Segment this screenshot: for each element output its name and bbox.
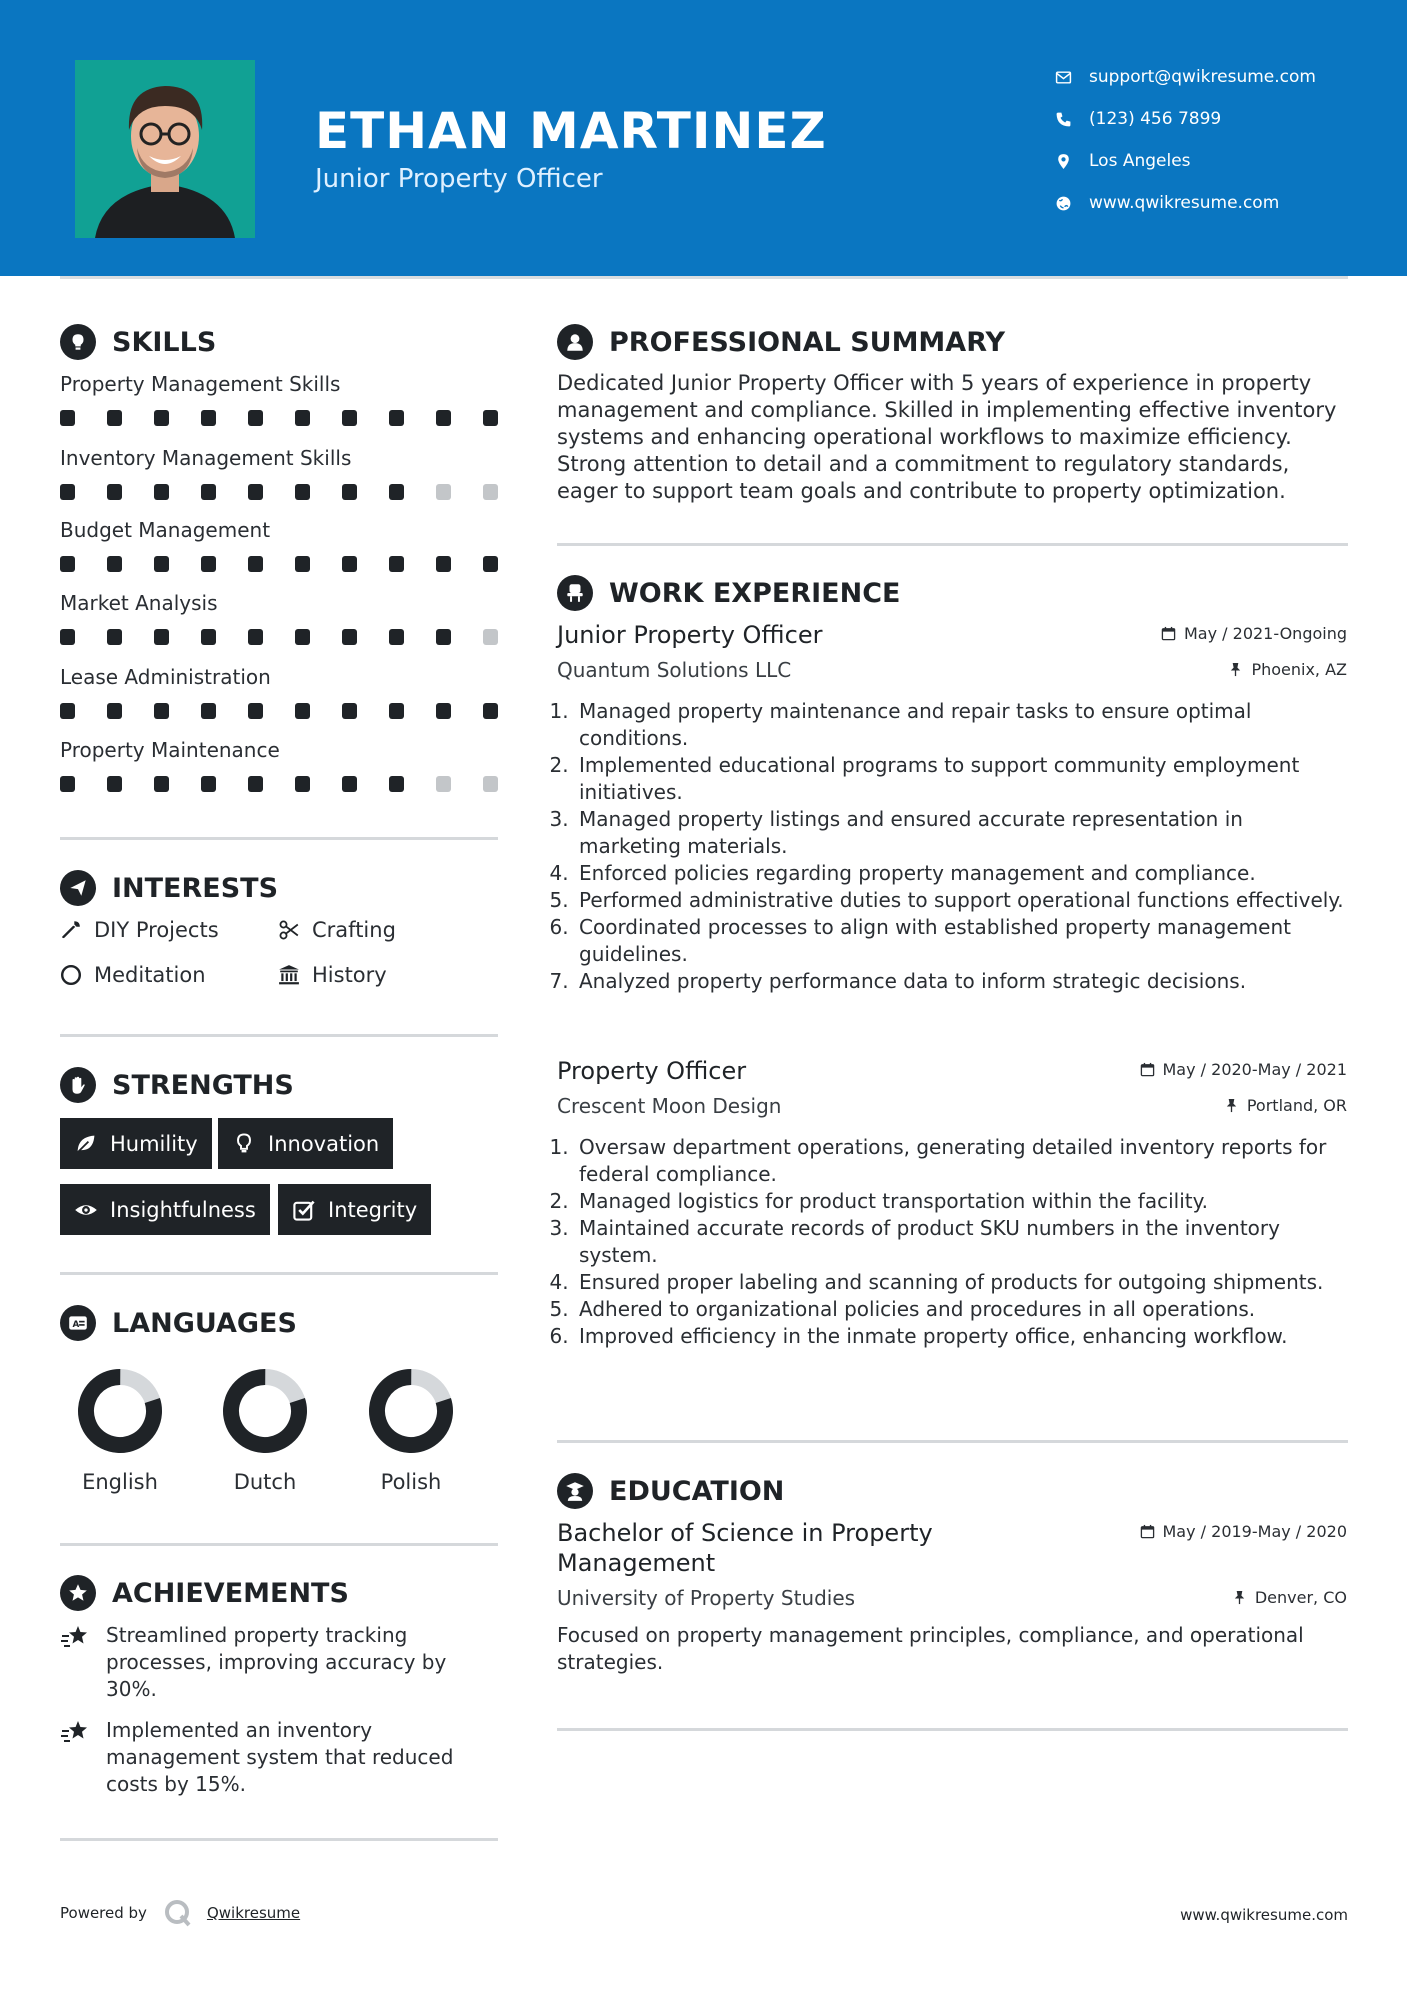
rating-dot-filled: [201, 484, 216, 500]
education-date: [1140, 1522, 1348, 1541]
rating-dot-filled: [483, 556, 498, 572]
rating-dot-filled: [60, 776, 75, 792]
rating-dot-filled: [389, 410, 404, 426]
qwikresume-logo-icon: [163, 1898, 193, 1928]
user-icon: [557, 324, 593, 360]
skill-name: Property Management Skills: [60, 372, 341, 396]
skill-name: Lease Administration: [60, 665, 271, 689]
job-date: [1161, 624, 1347, 643]
envelope-icon: [1055, 69, 1089, 86]
contact-website-text: www.qwikresume.com: [1089, 193, 1280, 213]
job-title: Junior Property Officer: [557, 621, 823, 649]
contact-location-text: Los Angeles: [1089, 151, 1191, 171]
job-point: 5. Adhered to organizational policies and procedures in all operations.: [575, 1296, 1347, 1323]
school-name: University of Property Studies: [557, 1586, 856, 1610]
interest-item: [278, 918, 396, 942]
skill-rating: [60, 776, 498, 792]
rating-dot-filled: [483, 410, 498, 426]
eye-icon: [74, 1198, 98, 1222]
skills-heading: [60, 324, 216, 360]
rating-dot-filled: [295, 703, 310, 719]
section-divider: [60, 1543, 498, 1546]
language-item: [50, 1366, 190, 1494]
skill-name: Budget Management: [60, 518, 271, 542]
phone-icon: [1055, 111, 1089, 128]
rating-dot-filled: [342, 703, 357, 719]
job-date-text: May / 2020-May / 2021: [1162, 1060, 1347, 1079]
lightbulb-icon: [232, 1132, 256, 1156]
interest-item: [60, 963, 206, 987]
rating-dot-filled: [107, 629, 122, 645]
contact-website[interactable]: [1055, 182, 1316, 224]
summary-heading: [557, 324, 1005, 360]
header-divider: [60, 276, 1348, 279]
language-item: [341, 1366, 481, 1494]
achievement-item: [60, 1717, 500, 1798]
contact-email[interactable]: [1055, 56, 1316, 98]
job-location: [1228, 660, 1347, 679]
strengths-title: STRENGTHS: [112, 1069, 294, 1101]
skill-rating: [60, 703, 498, 719]
skill-item: [60, 665, 500, 719]
rating-dot-filled: [154, 556, 169, 572]
section-divider: [557, 1440, 1348, 1443]
interest-label: History: [312, 963, 387, 987]
paper-plane-icon: [60, 870, 96, 906]
job-company: Quantum Solutions LLC: [557, 658, 792, 682]
check-square-icon: [292, 1198, 316, 1222]
job-point: 4. Enforced policies regarding property management and compliance.: [575, 860, 1347, 887]
rating-dot-filled: [436, 410, 451, 426]
job-point: 2. Implemented educational programs to support community employment initiatives.: [575, 752, 1347, 806]
skill-name: Market Analysis: [60, 591, 218, 615]
footer-powered-by: [60, 1898, 300, 1928]
contact-phone[interactable]: [1055, 98, 1316, 140]
rating-dot-filled: [154, 484, 169, 500]
skill-rating: [60, 629, 498, 645]
rating-dot-empty: [483, 484, 498, 500]
language-icon: [60, 1305, 96, 1341]
job-location-text: Portland, OR: [1246, 1096, 1347, 1115]
interest-label: DIY Projects: [94, 918, 219, 942]
job-entry: [557, 1056, 1347, 1350]
circle-icon: [60, 964, 82, 986]
rating-dot-filled: [60, 556, 75, 572]
interest-label: Meditation: [94, 963, 206, 987]
language-donut: [366, 1366, 456, 1456]
job-location-text: Phoenix, AZ: [1251, 660, 1347, 679]
job-point: 4. Ensured proper labeling and scanning of products for outgoing shipments.: [575, 1269, 1347, 1296]
skill-item: [60, 446, 500, 500]
summary-text: Dedicated Junior Property Officer with 5 years of experience in property management and compliance. Skilled in implementing effective inventory systems and enhancing operational workflows to maximize efficiency. Strong attention to detail and a commitment to regulatory standards, eager to support team goals and contribute to property optimization.: [557, 371, 1337, 503]
strengths-heading: [60, 1067, 294, 1103]
map-pin-icon: [1055, 153, 1089, 170]
shooting-star-icon: [60, 1624, 90, 1652]
education-title: EDUCATION: [609, 1475, 785, 1507]
strength-tag: [218, 1118, 393, 1169]
svg-text:A: A: [72, 1319, 80, 1330]
rating-dot-filled: [295, 410, 310, 426]
rating-dot-filled: [389, 556, 404, 572]
strength-tag: [60, 1118, 212, 1169]
museum-icon: [278, 964, 300, 986]
leaf-icon: [74, 1132, 98, 1156]
globe-icon: [1055, 195, 1089, 212]
job-point: 3. Managed property listings and ensured accurate representation in marketing materials.: [575, 806, 1347, 860]
education-location: [1232, 1588, 1347, 1607]
rating-dot-filled: [295, 776, 310, 792]
rating-dot-filled: [389, 484, 404, 500]
job-point: 7. Analyzed property performance data to inform strategic decisions.: [575, 968, 1347, 995]
job-company: Crescent Moon Design: [557, 1094, 782, 1118]
rating-dot-filled: [248, 556, 263, 572]
rating-dot-filled: [436, 629, 451, 645]
language-donut: [220, 1366, 310, 1456]
section-divider: [60, 837, 498, 840]
rating-dot-filled: [60, 410, 75, 426]
interests-heading: [60, 870, 278, 906]
strength-label: Innovation: [268, 1131, 380, 1156]
education-description: Focused on property management principles, compliance, and operational strategies.: [557, 1623, 1304, 1674]
experience-title: WORK EXPERIENCE: [609, 577, 901, 609]
rating-dot-filled: [295, 629, 310, 645]
job-point: 3. Maintained accurate records of product SKU numbers in the inventory system.: [575, 1215, 1347, 1269]
rating-dot-filled: [483, 703, 498, 719]
skill-rating: [60, 410, 498, 426]
rating-dot-filled: [295, 556, 310, 572]
section-divider: [60, 1272, 498, 1275]
language-donut: [75, 1366, 165, 1456]
pushpin-icon: [1228, 662, 1243, 677]
achievements-heading: [60, 1575, 349, 1611]
education-heading: [557, 1473, 784, 1509]
rating-dot-filled: [107, 410, 122, 426]
job-point: 1. Oversaw department operations, generating detailed inventory reports for federal compliance.: [575, 1134, 1347, 1188]
rating-dot-filled: [389, 703, 404, 719]
skill-item: [60, 372, 500, 426]
calendar-icon: [1140, 1524, 1155, 1539]
education-entry: [557, 1518, 1347, 1676]
strength-label: Humility: [110, 1131, 198, 1156]
donut-fill: [77, 1368, 163, 1454]
job-points: [557, 1134, 1347, 1350]
chair-icon: [557, 575, 593, 611]
contact-location: [1055, 140, 1316, 182]
experience-heading: [557, 575, 900, 611]
summary-title: PROFESSIONAL SUMMARY: [609, 326, 1006, 358]
section-divider: [60, 1838, 498, 1841]
profile-photo: [75, 60, 255, 238]
language-name: English: [82, 1470, 158, 1494]
rating-dot-filled: [154, 703, 169, 719]
skill-rating: [60, 556, 498, 572]
rating-dot-filled: [248, 629, 263, 645]
calendar-icon: [1140, 1062, 1155, 1077]
strength-label: Integrity: [328, 1197, 418, 1222]
header-banner: [0, 0, 1407, 276]
rating-dot-empty: [483, 776, 498, 792]
section-divider: [557, 543, 1348, 546]
strength-tag: [278, 1184, 431, 1235]
rating-dot-filled: [295, 484, 310, 500]
skill-name: Inventory Management Skills: [60, 446, 352, 470]
rating-dot-filled: [389, 776, 404, 792]
skill-item: [60, 518, 500, 572]
skill-item: [60, 738, 500, 792]
rating-dot-filled: [436, 556, 451, 572]
hand-icon: [60, 1067, 96, 1103]
interest-item: [278, 963, 387, 987]
languages-title: LANGUAGES: [112, 1307, 297, 1339]
section-divider: [60, 1034, 498, 1037]
graduate-icon: [557, 1473, 593, 1509]
skill-rating: [60, 484, 498, 500]
contact-email-text: support@qwikresume.com: [1089, 67, 1316, 87]
footer-website[interactable]: www.qwikresume.com: [1180, 1906, 1348, 1924]
contact-phone-text: (123) 456 7899: [1089, 109, 1222, 129]
job-title: Property Officer: [557, 1057, 747, 1085]
achievement-item: [60, 1622, 500, 1703]
interests-title: INTERESTS: [112, 872, 279, 904]
rating-dot-filled: [342, 410, 357, 426]
rating-dot-filled: [201, 410, 216, 426]
job-points: [557, 698, 1347, 995]
skills-title: SKILLS: [112, 326, 217, 358]
job-point: 5. Performed administrative duties to support operational functions effectively.: [575, 887, 1347, 914]
rating-dot-filled: [342, 484, 357, 500]
rating-dot-filled: [154, 410, 169, 426]
rating-dot-filled: [248, 484, 263, 500]
scissors-icon: [278, 919, 300, 941]
job-point: 6. Improved efficiency in the inmate property office, enhancing workflow.: [575, 1323, 1347, 1350]
skill-item: [60, 591, 500, 645]
job-point: 6. Coordinated processes to align with established property management guidelines.: [575, 914, 1347, 968]
pushpin-icon: [1224, 1098, 1239, 1113]
rating-dot-filled: [107, 556, 122, 572]
job-entry: [557, 620, 1347, 995]
achievement-text: Implemented an inventory management system that reduced costs by 15%.: [106, 1718, 454, 1796]
job-point: 2. Managed logistics for product transportation within the facility.: [575, 1188, 1347, 1215]
powered-by-text: Powered by: [60, 1904, 147, 1922]
skill-name: Property Maintenance: [60, 738, 280, 762]
languages-heading: [60, 1305, 297, 1341]
donut-fill: [368, 1368, 454, 1454]
donut-fill: [222, 1368, 308, 1454]
rating-dot-filled: [201, 776, 216, 792]
candidate-name: ETHAN MARTINEZ: [315, 102, 827, 160]
rating-dot-filled: [248, 776, 263, 792]
rating-dot-empty: [483, 629, 498, 645]
rating-dot-filled: [60, 629, 75, 645]
language-name: Polish: [380, 1470, 442, 1494]
candidate-title: Junior Property Officer: [315, 164, 603, 194]
degree-title: Bachelor of Science in Property Management: [557, 1519, 933, 1577]
rating-dot-filled: [248, 410, 263, 426]
education-location-text: Denver, CO: [1254, 1588, 1347, 1607]
job-date-text: May / 2021-Ongoing: [1184, 624, 1347, 643]
rating-dot-empty: [436, 484, 451, 500]
strength-label: Insightfulness: [110, 1197, 256, 1222]
calendar-icon: [1161, 626, 1176, 641]
rating-dot-filled: [60, 484, 75, 500]
rating-dot-empty: [436, 776, 451, 792]
achievements-title: ACHIEVEMENTS: [112, 1577, 349, 1609]
lightbulb-icon: [60, 324, 96, 360]
rating-dot-filled: [248, 703, 263, 719]
rating-dot-filled: [201, 629, 216, 645]
contact-list: [1055, 56, 1316, 224]
rating-dot-filled: [154, 629, 169, 645]
wrench-icon: [60, 919, 82, 941]
rating-dot-filled: [201, 556, 216, 572]
education-date-text: May / 2019-May / 2020: [1162, 1522, 1347, 1541]
rating-dot-filled: [201, 703, 216, 719]
rating-dot-filled: [107, 484, 122, 500]
rating-dot-filled: [107, 776, 122, 792]
brand-link[interactable]: Qwikresume: [206, 1904, 301, 1922]
pushpin-icon: [1232, 1590, 1247, 1605]
rating-dot-filled: [342, 629, 357, 645]
strength-tag: [60, 1184, 270, 1235]
language-name: Dutch: [233, 1470, 297, 1494]
achievement-text: Streamlined property tracking processes, improving accuracy by 30%.: [106, 1623, 447, 1701]
language-item: [195, 1366, 335, 1494]
star-badge-icon: [60, 1575, 96, 1611]
rating-dot-filled: [389, 629, 404, 645]
job-date: [1140, 1060, 1348, 1079]
rating-dot-filled: [342, 776, 357, 792]
shooting-star-icon: [60, 1719, 90, 1747]
rating-dot-filled: [60, 703, 75, 719]
rating-dot-filled: [107, 703, 122, 719]
job-point: 1. Managed property maintenance and repair tasks to ensure optimal conditions.: [575, 698, 1347, 752]
interest-item: [60, 918, 219, 942]
rating-dot-filled: [436, 703, 451, 719]
job-location: [1224, 1096, 1347, 1115]
rating-dot-filled: [154, 776, 169, 792]
section-divider: [557, 1728, 1348, 1731]
interest-label: Crafting: [312, 918, 396, 942]
rating-dot-filled: [342, 556, 357, 572]
